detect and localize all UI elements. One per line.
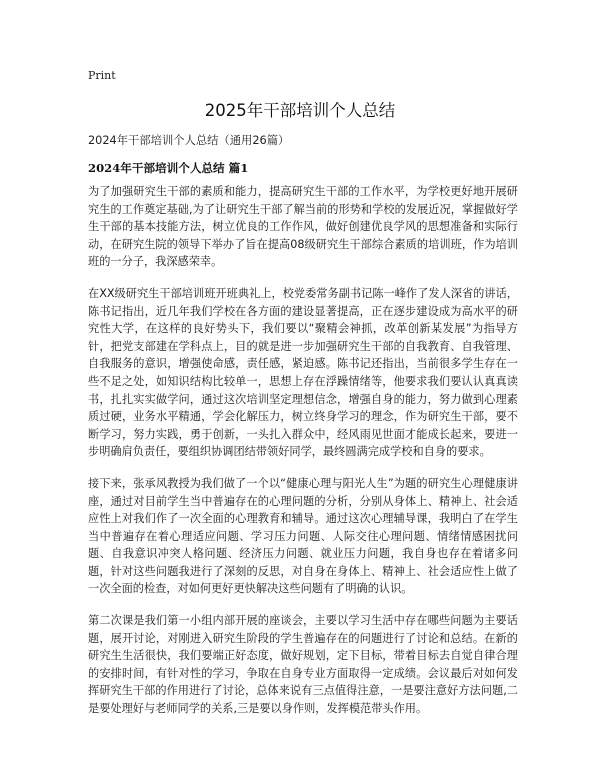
article-body [88, 183, 518, 732]
paragraph-1: 为了加强研究生干部的素质和能力，提高研究生干部的工作水平，为学校更好地开展研究生的工作奠定基础,为了让研究生干部了解当前的形势和学校的发展近况，掌握做好学生干部的基本技能方法，树立优良的工作作风，做好创建优良学风的思想准备和实际行动，在研究生院的领导下举办了旨在提高08级研究生干部综合素质的培训班，作为培训班的一分子，我深感荣幸。 [88, 185, 518, 269]
paragraph-3: 接下来，张承风教授为我们做了一个以“健康心理与阳光人生”为题的研究生心理健康讲座，通过对目前学生当中普遍存在的心理问题的分析，分别从身体上、精神上、社会适应性上对我们作了一次全面的心理教育和辅导。通过这次心理辅导课，我明白了在学生当中普遍存在着心理适应问题、学习压力问题、人际交往心理问题、情绪情感困扰问题、自我意识冲突人格问题、经济压力问题、就业压力问题，我自身也存在着诸多问题，针对这些问题我进行了深刻的反思，对自身在身体上、精神上、社会适应性上做了一次全面的检查，对如何更好更快解决这些问题有了明确的认识。 [88, 476, 518, 596]
section-heading: 2024年干部培训个人总结 篇1 [88, 161, 249, 175]
page-title: 2025年干部培训个人总结 [204, 101, 396, 120]
paragraph-2: 在XX级研究生干部培训班开班典礼上，校党委常务副书记陈一峰作了发人深省的讲话，陈书记指出，近几年我们学校在各方面的建设显著提高，正在逐步建设成为高水平的研究性大学，在这样的良好势头下，我们要以“聚精会神抓，改革创新某发展”为指导方针，把党支部建在学科点上，目的就是进一步加强研究生干部的自我教育、自我管理、自我服务的意识，增强使命感，责任感，紧迫感。陈书记还指出，当前很多学生存在一些不足之处，如知识结构比较单一，思想上存在浮躁情绪等，他要求我们要认认真真读书，扎扎实实做学问，通过这次培训坚定理想信念，增强自身的能力，努力做到心理素质过硬，业务水平精通，学会化解压力，树立终身学习的理念，作为研究生干部，要不断学习，努力实践，勇于创新，一头扎入群众中，经风雨见世面才能成长起来，要进一步明确肩负责任，要组织协调团结带领好同学，最终圆满完成学校和自身的要求。 [88, 286, 518, 459]
paragraph-4: 第二次课是我们第一小组内部开展的座谈会，主要以学习生活中存在哪些问题为主要话题，展开讨论，对刚进入研究生阶段的学生普遍存在的问题进行了讨论和总结。在新的研究生生活很快，我们要端正好态度，做好规划，定下目标，带着目标去自觉自律合理的安排时间，有针对性的学习，争取在自身专业方面取得一定成绩。会议最后对如何发挥研究生干部的作用进行了讨论，总体来说有三点值得注意，一是要注意好方法问题,二是要处理好与老师同学的关系,三是要以身作则，发挥模范带头作用。 [88, 614, 518, 716]
print-link[interactable]: Print [88, 69, 116, 82]
document-subtitle: 2024年干部培训个人总结（通用26篇） [88, 134, 290, 147]
